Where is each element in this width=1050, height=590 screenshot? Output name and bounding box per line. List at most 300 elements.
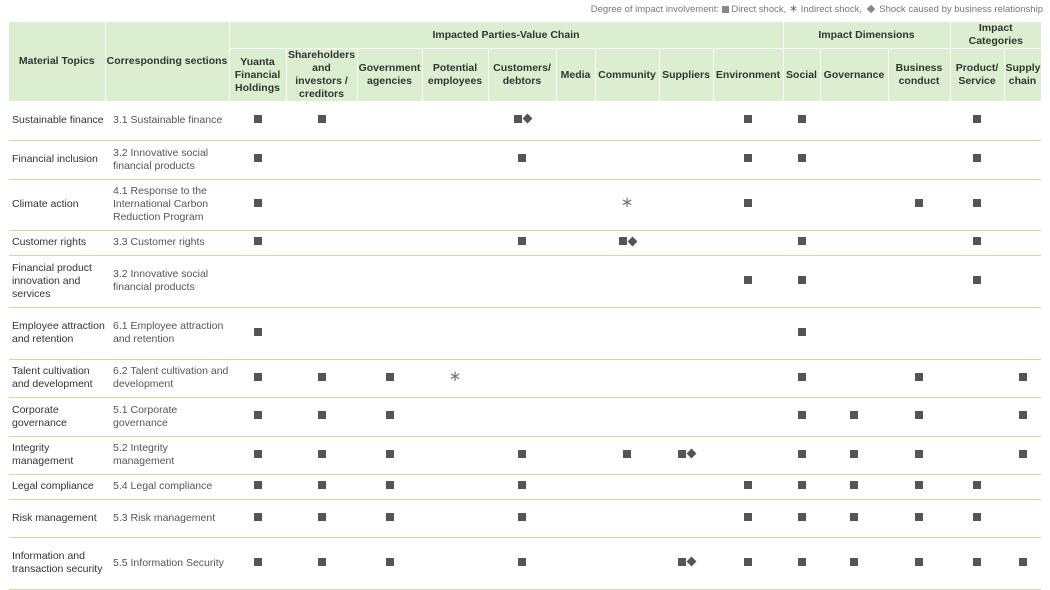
impact-cell (888, 140, 950, 179)
direct-shock-icon (254, 513, 262, 521)
impact-cell (595, 537, 659, 589)
impact-cell (229, 537, 286, 589)
direct-shock-icon (850, 558, 858, 566)
impact-cell (556, 140, 595, 179)
corresponding-section: 3.1 Sustainable finance (105, 101, 229, 140)
impact-cell (713, 397, 783, 436)
indirect-shock-icon: ∗ (788, 3, 799, 16)
direct-shock-icon (678, 558, 686, 566)
impact-cell (357, 179, 422, 230)
direct-shock-icon (518, 450, 526, 458)
direct-shock-icon (518, 481, 526, 489)
direct-shock-icon (1019, 411, 1027, 419)
table-row (9, 359, 1042, 397)
impact-cell (488, 474, 556, 499)
table-row (9, 397, 1042, 436)
impact-cell (229, 255, 286, 307)
impact-cell (286, 397, 357, 436)
header-column: Media (556, 49, 595, 102)
direct-shock-icon (973, 513, 981, 521)
impact-cell (713, 230, 783, 255)
impact-cell (286, 140, 357, 179)
impact-cell (595, 255, 659, 307)
direct-shock-icon (386, 513, 394, 521)
impact-cell (950, 255, 1004, 307)
impact-cell (713, 537, 783, 589)
impact-cell (820, 101, 888, 140)
impact-cell (820, 537, 888, 589)
direct-shock-icon (798, 373, 806, 381)
direct-shock-icon (915, 558, 923, 566)
corresponding-section: 4.1 Response to the International Carbon Reduction Program (105, 179, 229, 230)
table-row (9, 179, 1042, 230)
impact-cell (713, 436, 783, 474)
header-corresponding-sections: Corresponding sections (105, 22, 229, 101)
impact-cell (488, 499, 556, 537)
direct-shock-icon (386, 450, 394, 458)
direct-shock-icon (518, 237, 526, 245)
impact-cell (286, 436, 357, 474)
impact-cell (783, 397, 820, 436)
impact-cell (488, 230, 556, 255)
material-topic: Corporate governance (9, 397, 105, 436)
impact-cell (488, 101, 556, 140)
table-row (9, 474, 1042, 499)
header-column: Shareholders and investors / creditors (287, 49, 356, 100)
impact-cell (286, 307, 357, 359)
impact-cell (783, 307, 820, 359)
impact-cell (1004, 307, 1041, 359)
direct-shock-icon (619, 237, 627, 245)
impact-cell (888, 307, 950, 359)
impact-cell (888, 436, 950, 474)
corresponding-section: 3.3 Customer rights (105, 230, 229, 255)
direct-shock-icon (850, 513, 858, 521)
direct-shock-icon (318, 513, 326, 521)
material-topic: Employee attraction and retention (9, 307, 105, 359)
header-column: Social (783, 49, 820, 102)
direct-shock-icon (798, 450, 806, 458)
impact-cell (659, 140, 713, 179)
impact-cell (229, 230, 286, 255)
impact-cell (783, 474, 820, 499)
impact-cell (595, 436, 659, 474)
impact-cell (888, 474, 950, 499)
impact-cell (820, 140, 888, 179)
table-row (9, 537, 1042, 589)
corresponding-section: 5.1 Corporate governance (105, 397, 229, 436)
impact-cell (556, 499, 595, 537)
impact-cell (357, 140, 422, 179)
impact-cell (659, 474, 713, 499)
impact-cell (713, 499, 783, 537)
direct-shock-icon (318, 450, 326, 458)
impact-cell (820, 436, 888, 474)
direct-shock-icon (915, 481, 923, 489)
impact-cell (783, 230, 820, 255)
impact-cell (556, 230, 595, 255)
header-column: Business conduct (888, 49, 950, 102)
material-topic: Integrity management (9, 436, 105, 474)
table-row (9, 140, 1042, 179)
impact-cell (357, 474, 422, 499)
impact-cell (229, 397, 286, 436)
business-shock-icon (866, 5, 874, 13)
header-column: Yuanta Financial Holdings (229, 49, 286, 102)
material-topic: Sustainable finance (9, 101, 105, 140)
direct-shock-icon (254, 558, 262, 566)
impact-cell (422, 255, 488, 307)
impact-cell (488, 397, 556, 436)
legend-business: Shock caused by business relationship (879, 4, 1043, 15)
impact-cell (713, 359, 783, 397)
impact-cell (713, 101, 783, 140)
impact-cell (820, 359, 888, 397)
direct-shock-icon (514, 115, 522, 123)
impact-cell (229, 179, 286, 230)
impact-cell (595, 499, 659, 537)
table-row (9, 230, 1042, 255)
impact-cell (950, 436, 1004, 474)
direct-shock-icon (850, 411, 858, 419)
corresponding-section: 5.2 Integrity management (105, 436, 229, 474)
impact-cell (1004, 359, 1041, 397)
impact-cell (713, 474, 783, 499)
impact-cell (556, 359, 595, 397)
impact-cell (783, 499, 820, 537)
direct-shock-icon (254, 199, 262, 207)
direct-shock-icon (744, 276, 752, 284)
direct-shock-icon (386, 481, 394, 489)
direct-shock-icon (973, 199, 981, 207)
direct-shock-icon (518, 154, 526, 162)
direct-shock-icon (850, 481, 858, 489)
direct-shock-icon (798, 513, 806, 521)
impact-cell (820, 397, 888, 436)
direct-shock-icon (744, 199, 752, 207)
impact-cell (229, 101, 286, 140)
header-column: Community (595, 49, 659, 102)
impact-cell (357, 537, 422, 589)
direct-shock-icon (722, 6, 729, 13)
material-topics-table (9, 22, 1042, 590)
impact-cell (820, 255, 888, 307)
impact-cell (713, 179, 783, 230)
impact-cell (950, 230, 1004, 255)
header-group-categories: Impact Categories (950, 22, 1041, 49)
table-row (9, 101, 1042, 140)
material-topic: Talent cultivation and development (9, 359, 105, 397)
corresponding-section: 6.1 Employee attraction and retention (105, 307, 229, 359)
impact-cell (595, 101, 659, 140)
material-topic: Customer rights (9, 230, 105, 255)
corresponding-section: 3.2 Innovative social financial products (105, 255, 229, 307)
impact-cell (556, 397, 595, 436)
impact-cell (713, 307, 783, 359)
impact-cell (556, 474, 595, 499)
impact-cell (659, 397, 713, 436)
direct-shock-icon (850, 450, 858, 458)
impact-cell (820, 307, 888, 359)
impact-cell (659, 255, 713, 307)
direct-shock-icon (254, 373, 262, 381)
impact-cell (229, 307, 286, 359)
legend-direct: Direct shock, (731, 4, 787, 15)
direct-shock-icon (254, 411, 262, 419)
impact-cell (357, 255, 422, 307)
direct-shock-icon (973, 237, 981, 245)
impact-cell (422, 436, 488, 474)
impact-cell (659, 499, 713, 537)
direct-shock-icon (318, 115, 326, 123)
direct-shock-icon (254, 328, 262, 336)
impact-cell (357, 307, 422, 359)
impact-cell (595, 397, 659, 436)
material-topic: Climate action (9, 179, 105, 230)
impact-cell (1004, 179, 1041, 230)
impact-cell (950, 179, 1004, 230)
direct-shock-icon (744, 558, 752, 566)
impact-cell (357, 499, 422, 537)
direct-shock-icon (386, 373, 394, 381)
impact-cell (888, 230, 950, 255)
direct-shock-icon (1019, 450, 1027, 458)
direct-shock-icon (973, 481, 981, 489)
impact-cell (286, 179, 357, 230)
impact-cell (556, 537, 595, 589)
direct-shock-icon (744, 115, 752, 123)
direct-shock-icon (915, 513, 923, 521)
business-shock-icon (522, 114, 532, 124)
impact-cell (422, 307, 488, 359)
impact-cell (1004, 436, 1041, 474)
direct-shock-icon (1019, 558, 1027, 566)
impact-cell (950, 397, 1004, 436)
impact-cell (950, 307, 1004, 359)
impact-cell (357, 230, 422, 255)
direct-shock-icon (254, 237, 262, 245)
impact-cell (950, 101, 1004, 140)
material-topic: Financial inclusion (9, 140, 105, 179)
impact-cell (713, 140, 783, 179)
impact-cell (286, 255, 357, 307)
impact-cell (595, 474, 659, 499)
corresponding-section: 6.2 Talent cultivation and development (105, 359, 229, 397)
business-shock-icon (627, 236, 637, 246)
impact-cell (888, 499, 950, 537)
impact-cell (659, 307, 713, 359)
impact-cell (229, 474, 286, 499)
material-topic: Legal compliance (9, 474, 105, 499)
impact-cell (1004, 140, 1041, 179)
impact-cell (950, 140, 1004, 179)
impact-cell (783, 179, 820, 230)
direct-shock-icon (973, 154, 981, 162)
impact-cell (422, 397, 488, 436)
impact-cell (357, 397, 422, 436)
impact-cell (556, 255, 595, 307)
direct-shock-icon (973, 558, 981, 566)
indirect-shock-icon: ∗ (620, 194, 634, 211)
material-topic: Risk management (9, 499, 105, 537)
impact-cell (286, 359, 357, 397)
impact-cell (229, 436, 286, 474)
table-row (9, 307, 1042, 359)
impact-cell (488, 179, 556, 230)
direct-shock-icon (318, 481, 326, 489)
impact-cell (286, 101, 357, 140)
impact-cell (357, 436, 422, 474)
direct-shock-icon (798, 115, 806, 123)
impact-cell (783, 140, 820, 179)
header-group-value-chain: Impacted Parties-Value Chain (229, 22, 783, 49)
impact-cell (1004, 474, 1041, 499)
impact-cell (422, 499, 488, 537)
impact-cell (950, 499, 1004, 537)
impact-cell (286, 537, 357, 589)
impact-cell (888, 255, 950, 307)
header-column: Product/ Service (950, 49, 1004, 102)
direct-shock-icon (1019, 373, 1027, 381)
impact-cell (820, 474, 888, 499)
direct-shock-icon (386, 558, 394, 566)
impact-cell (488, 140, 556, 179)
header-column: Governance (820, 49, 888, 102)
impact-cell (783, 255, 820, 307)
impact-cell (595, 359, 659, 397)
impact-cell (659, 101, 713, 140)
impact-cell (229, 359, 286, 397)
direct-shock-icon (915, 199, 923, 207)
impact-cell (422, 101, 488, 140)
impact-cell (422, 230, 488, 255)
impact-cell (820, 499, 888, 537)
corresponding-section: 3.2 Innovative social financial products (105, 140, 229, 179)
impact-cell (286, 474, 357, 499)
impact-cell (783, 436, 820, 474)
header-material-topics: Material Topics (9, 22, 105, 101)
direct-shock-icon (798, 558, 806, 566)
impact-cell (556, 179, 595, 230)
impact-cell (659, 359, 713, 397)
table-row (9, 436, 1042, 474)
direct-shock-icon (623, 450, 631, 458)
impact-cell (422, 359, 488, 397)
impact-cell (888, 397, 950, 436)
impact-cell (1004, 537, 1041, 589)
direct-shock-icon (744, 481, 752, 489)
impact-cell (820, 230, 888, 255)
impact-cell (659, 537, 713, 589)
direct-shock-icon (915, 450, 923, 458)
impact-cell (422, 140, 488, 179)
impact-cell (422, 537, 488, 589)
impact-cell (1004, 255, 1041, 307)
business-shock-icon (686, 449, 696, 459)
impact-cell (488, 255, 556, 307)
impact-cell (1004, 101, 1041, 140)
impact-cell (595, 307, 659, 359)
legend-indirect: Indirect shock, (800, 4, 862, 15)
impact-cell (888, 101, 950, 140)
corresponding-section: 5.3 Risk management (105, 499, 229, 537)
direct-shock-icon (798, 411, 806, 419)
impact-cell (357, 359, 422, 397)
impact-cell (595, 140, 659, 179)
impact-legend (591, 4, 1043, 15)
direct-shock-icon (915, 373, 923, 381)
header-column: Supply chain (1004, 49, 1041, 102)
header-column: Potential employees (422, 49, 488, 102)
direct-shock-icon (386, 411, 394, 419)
impact-cell (229, 140, 286, 179)
indirect-shock-icon: ∗ (448, 367, 462, 385)
corresponding-section: 5.4 Legal compliance (105, 474, 229, 499)
impact-cell (950, 359, 1004, 397)
direct-shock-icon (254, 481, 262, 489)
direct-shock-icon (973, 115, 981, 123)
direct-shock-icon (518, 513, 526, 521)
direct-shock-icon (798, 328, 806, 336)
impact-cell (286, 499, 357, 537)
impact-cell (422, 474, 488, 499)
impact-cell (556, 436, 595, 474)
direct-shock-icon (254, 450, 262, 458)
header-column: Government agencies (357, 49, 422, 102)
material-topic: Financial product innovation and services (9, 255, 105, 307)
impact-cell (1004, 499, 1041, 537)
impact-cell (783, 537, 820, 589)
direct-shock-icon (744, 513, 752, 521)
impact-cell (950, 537, 1004, 589)
direct-shock-icon (254, 154, 262, 162)
impact-cell (488, 537, 556, 589)
header-group-dimensions: Impact Dimensions (783, 22, 950, 49)
direct-shock-icon (798, 276, 806, 284)
material-topic: Information and transaction security (9, 537, 105, 589)
impact-cell (556, 307, 595, 359)
direct-shock-icon (798, 154, 806, 162)
table-row (9, 499, 1042, 537)
direct-shock-icon (798, 237, 806, 245)
direct-shock-icon (915, 411, 923, 419)
corresponding-section: 5.5 Information Security (105, 537, 229, 589)
direct-shock-icon (318, 411, 326, 419)
impact-cell (820, 179, 888, 230)
direct-shock-icon (518, 558, 526, 566)
direct-shock-icon (318, 558, 326, 566)
impact-cell (357, 101, 422, 140)
direct-shock-icon (973, 276, 981, 284)
impact-cell (488, 359, 556, 397)
direct-shock-icon (744, 154, 752, 162)
header-column: Customers/ debtors (488, 49, 556, 102)
business-shock-icon (686, 557, 696, 567)
direct-shock-icon (318, 373, 326, 381)
impact-cell (950, 474, 1004, 499)
impact-cell (488, 307, 556, 359)
legend-prefix: Degree of impact involvement: (590, 4, 720, 15)
impact-cell (1004, 230, 1041, 255)
impact-cell (888, 537, 950, 589)
impact-cell (713, 255, 783, 307)
impact-cell (595, 230, 659, 255)
impact-cell (888, 179, 950, 230)
impact-cell (422, 179, 488, 230)
impact-cell (888, 359, 950, 397)
impact-cell (595, 179, 659, 230)
impact-cell (556, 101, 595, 140)
